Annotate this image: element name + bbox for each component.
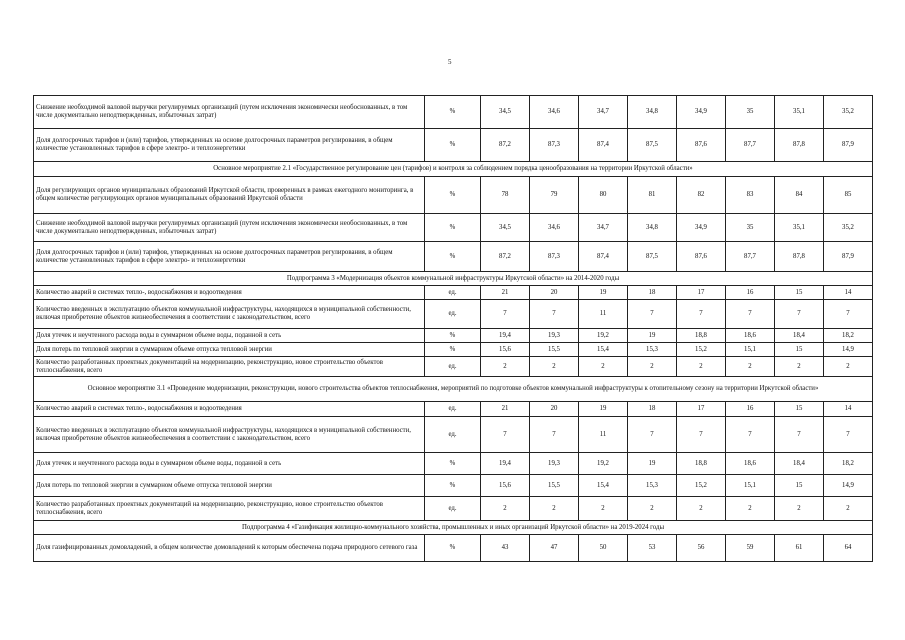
indicator-value: 17 (677, 402, 726, 417)
indicator-value: 2 (628, 357, 677, 377)
indicator-value: 11 (579, 417, 628, 453)
indicator-value: 15,3 (628, 475, 677, 497)
indicator-value: 7 (530, 300, 579, 329)
table-row (34, 300, 873, 329)
indicator-value: 87,8 (775, 242, 824, 272)
indicator-value: 7 (775, 417, 824, 453)
indicator-value: 2 (824, 357, 873, 377)
indicator-value: 14,9 (824, 475, 873, 497)
indicator-value: 15,4 (579, 475, 628, 497)
table-row (34, 343, 873, 357)
indicator-value: 2 (579, 497, 628, 521)
table-row (34, 286, 873, 300)
indicator-value: 17 (677, 286, 726, 300)
indicator-value: 35,1 (775, 96, 824, 129)
indicator-name: Доля долгосрочных тарифов и (или) тарифов, утвержденных на основе долгосрочных параметров регулирования, в общем количестве установленных тарифов в сфере электро- и теплоэнергетики (34, 242, 425, 272)
indicator-value: 35 (726, 96, 775, 129)
indicator-value: 19 (628, 329, 677, 343)
indicator-value: 87,9 (824, 129, 873, 162)
indicator-value: 87,7 (726, 242, 775, 272)
indicator-value: 87,3 (530, 129, 579, 162)
indicator-value: 15,2 (677, 475, 726, 497)
indicator-value: 34,7 (579, 96, 628, 129)
indicator-value: 82 (677, 177, 726, 214)
indicator-value: 7 (677, 300, 726, 329)
indicator-value: 87,3 (530, 242, 579, 272)
indicator-unit: % (425, 475, 481, 497)
section-title: Подпрограмма 4 «Газификация жилищно-коммунального хозяйства, промышленных и иных организаций Иркутской области» на 2019-2024 годы (34, 521, 873, 535)
table-row (34, 96, 873, 129)
indicator-value: 34,8 (628, 96, 677, 129)
indicator-value: 19,4 (481, 329, 530, 343)
indicator-value: 18,2 (824, 329, 873, 343)
section-header-row (34, 162, 873, 177)
indicator-unit: % (425, 242, 481, 272)
indicator-value: 21 (481, 402, 530, 417)
table-row (34, 214, 873, 242)
indicator-value: 35,1 (775, 214, 824, 242)
indicator-value: 78 (481, 177, 530, 214)
indicator-value: 19,2 (579, 453, 628, 475)
table-row (34, 129, 873, 162)
indicator-unit: ед. (425, 497, 481, 521)
indicator-value: 81 (628, 177, 677, 214)
indicator-unit: ед. (425, 402, 481, 417)
indicators-table (33, 95, 873, 562)
indicator-value: 15,6 (481, 475, 530, 497)
indicator-value: 47 (530, 535, 579, 562)
indicator-unit: % (425, 177, 481, 214)
indicator-value: 15,3 (628, 343, 677, 357)
indicator-value: 2 (628, 497, 677, 521)
indicator-value: 34,5 (481, 214, 530, 242)
indicator-value: 7 (481, 300, 530, 329)
indicator-value: 7 (530, 417, 579, 453)
indicator-value: 19 (579, 402, 628, 417)
section-header-row (34, 377, 873, 402)
indicator-value: 2 (677, 357, 726, 377)
indicator-value: 56 (677, 535, 726, 562)
indicator-name: Количество аварий в системах тепло-, водоснабжения и водоотведения (34, 402, 425, 417)
indicator-value: 80 (579, 177, 628, 214)
indicator-value: 7 (677, 417, 726, 453)
indicator-value: 34,7 (579, 214, 628, 242)
indicator-value: 50 (579, 535, 628, 562)
indicator-value: 2 (481, 497, 530, 521)
indicator-value: 15 (775, 402, 824, 417)
indicator-value: 11 (579, 300, 628, 329)
indicator-value: 15,2 (677, 343, 726, 357)
indicator-value: 7 (628, 300, 677, 329)
indicator-value: 19,4 (481, 453, 530, 475)
indicator-value: 14 (824, 402, 873, 417)
indicator-name: Доля газифицированных домовладений, в общем количестве домовладений к которым обеспечена подача природного сетевого газа (34, 535, 425, 562)
indicator-unit: % (425, 329, 481, 343)
indicator-name: Количество разработанных проектных документаций на модернизацию, реконструкцию, новое строительство объектов теплоснабжения, всего (34, 357, 425, 377)
indicator-value: 87,5 (628, 129, 677, 162)
indicator-value: 18,4 (775, 453, 824, 475)
indicator-unit: ед. (425, 300, 481, 329)
indicator-name: Снижение необходимой валовой выручки регулируемых организаций (путем исключения экономически необоснованных, в том числе документально неподтвержденных, избыточных затрат) (34, 214, 425, 242)
indicator-unit: % (425, 343, 481, 357)
indicator-unit: ед. (425, 417, 481, 453)
indicator-value: 2 (530, 357, 579, 377)
table-row (34, 177, 873, 214)
indicator-value: 7 (726, 417, 775, 453)
indicator-value: 87,4 (579, 129, 628, 162)
section-title: Основное мероприятие 2.1 «Государственное регулирование цен (тарифов) и контроля за соблюдением порядка ценообразования на территории Иркутской области» (34, 162, 873, 177)
indicator-value: 2 (530, 497, 579, 521)
indicator-value: 15,1 (726, 343, 775, 357)
indicator-value: 2 (726, 357, 775, 377)
indicator-value: 15 (775, 286, 824, 300)
indicator-unit: ед. (425, 286, 481, 300)
indicator-value: 15,4 (579, 343, 628, 357)
indicator-value: 2 (824, 497, 873, 521)
indicator-value: 7 (481, 417, 530, 453)
indicator-name: Количество введенных в эксплуатацию объектов коммунальной инфраструктуры, находящихся в муниципальной собственности, включая приобретение объектов жизнеобеспечения в соответствии с законодательством, всего (34, 417, 425, 453)
indicator-value: 19,2 (579, 329, 628, 343)
table-row (34, 242, 873, 272)
indicator-name: Количество введенных в эксплуатацию объектов коммунальной инфраструктуры, находящихся в муниципальной собственности, включая приобретение объектов жизнеобеспечения в соответствии с законодательством, всего (34, 300, 425, 329)
table-row (34, 357, 873, 377)
indicator-value: 2 (775, 497, 824, 521)
indicator-value: 87,5 (628, 242, 677, 272)
table-row (34, 329, 873, 343)
indicator-value: 15,5 (530, 343, 579, 357)
indicator-value: 87,7 (726, 129, 775, 162)
indicator-value: 87,8 (775, 129, 824, 162)
indicator-value: 19 (579, 286, 628, 300)
indicator-name: Доля потерь по тепловой энергии в суммарном объеме отпуска тепловой энергии (34, 343, 425, 357)
indicator-name: Доля регулирующих органов муниципальных образований Иркутской области, проверенных в рамках ежегодного мониторинга, в общем количестве регулирующих органов муниципальных образований Иркутской области (34, 177, 425, 214)
indicator-value: 53 (628, 535, 677, 562)
section-title: Подпрограмма 3 «Модернизация объектов коммунальной инфраструктуры Иркутской области» на 2014-2020 годы (34, 272, 873, 286)
indicator-value: 19,3 (530, 329, 579, 343)
table-row (34, 535, 873, 562)
indicator-value: 84 (775, 177, 824, 214)
indicator-value: 2 (579, 357, 628, 377)
section-header-row (34, 272, 873, 286)
indicator-value: 64 (824, 535, 873, 562)
indicator-value: 35 (726, 214, 775, 242)
section-header-row (34, 521, 873, 535)
table-row (34, 417, 873, 453)
indicator-value: 7 (726, 300, 775, 329)
indicator-value: 15,6 (481, 343, 530, 357)
indicator-name: Количество разработанных проектных документаций на модернизацию, реконструкцию, новое строительство объектов теплоснабжения, всего (34, 497, 425, 521)
indicator-value: 16 (726, 286, 775, 300)
indicator-value: 20 (530, 286, 579, 300)
indicator-value: 7 (628, 417, 677, 453)
indicator-value: 61 (775, 535, 824, 562)
indicator-value: 2 (726, 497, 775, 521)
table-row (34, 475, 873, 497)
table-row (34, 402, 873, 417)
indicator-value: 18,8 (677, 329, 726, 343)
indicator-value: 16 (726, 402, 775, 417)
indicator-value: 19,3 (530, 453, 579, 475)
indicator-value: 43 (481, 535, 530, 562)
indicator-value: 20 (530, 402, 579, 417)
indicator-value: 87,2 (481, 242, 530, 272)
indicator-value: 85 (824, 177, 873, 214)
indicator-value: 15 (775, 343, 824, 357)
indicator-value: 87,2 (481, 129, 530, 162)
section-title: Основное мероприятие 3.1 «Проведение модернизации, реконструкции, нового строительства объектов теплоснабжения, мероприятий по подготовке объектов коммунальной инфраструктуры к отопительному сезону на территории Иркутской области» (34, 377, 873, 402)
table-row (34, 453, 873, 475)
indicator-unit: % (425, 214, 481, 242)
indicator-value: 2 (775, 357, 824, 377)
indicator-value: 34,6 (530, 96, 579, 129)
indicator-name: Снижение необходимой валовой выручки регулируемых организаций (путем исключения экономически необоснованных, в том числе документально неподтвержденных, избыточных затрат) (34, 96, 425, 129)
indicator-unit: ед. (425, 357, 481, 377)
indicator-unit: % (425, 535, 481, 562)
indicator-value: 7 (824, 300, 873, 329)
indicator-value: 18 (628, 402, 677, 417)
indicator-value: 34,8 (628, 214, 677, 242)
indicator-unit: % (425, 453, 481, 475)
indicator-value: 15,5 (530, 475, 579, 497)
indicator-value: 59 (726, 535, 775, 562)
indicator-value: 14 (824, 286, 873, 300)
indicator-unit: % (425, 129, 481, 162)
indicator-value: 87,9 (824, 242, 873, 272)
indicator-value: 7 (775, 300, 824, 329)
indicator-value: 14,9 (824, 343, 873, 357)
indicator-value: 34,9 (677, 96, 726, 129)
indicator-value: 7 (824, 417, 873, 453)
indicator-value: 2 (677, 497, 726, 521)
indicator-value: 18,2 (824, 453, 873, 475)
indicator-value: 34,9 (677, 214, 726, 242)
indicator-name: Доля утечек и неучтенного расхода воды в суммарном объеме воды, поданной в сеть (34, 453, 425, 475)
indicator-value: 15 (775, 475, 824, 497)
indicator-value: 87,6 (677, 129, 726, 162)
indicator-value: 18 (628, 286, 677, 300)
indicator-unit: % (425, 96, 481, 129)
indicator-value: 87,4 (579, 242, 628, 272)
indicator-value: 21 (481, 286, 530, 300)
indicator-value: 34,6 (530, 214, 579, 242)
indicator-value: 18,8 (677, 453, 726, 475)
indicator-value: 18,6 (726, 453, 775, 475)
indicator-value: 18,4 (775, 329, 824, 343)
indicator-value: 15,1 (726, 475, 775, 497)
indicator-name: Доля утечек и неучтенного расхода воды в суммарном объеме воды, поданной в сеть (34, 329, 425, 343)
indicator-value: 35,2 (824, 214, 873, 242)
indicator-value: 35,2 (824, 96, 873, 129)
indicator-value: 79 (530, 177, 579, 214)
page-number: 5 (448, 58, 452, 66)
indicator-name: Доля потерь по тепловой энергии в суммарном объеме отпуска тепловой энергии (34, 475, 425, 497)
indicator-value: 87,6 (677, 242, 726, 272)
indicator-value: 18,6 (726, 329, 775, 343)
indicator-value: 2 (481, 357, 530, 377)
indicator-value: 19 (628, 453, 677, 475)
indicator-name: Количество аварий в системах тепло-, водоснабжения и водоотведения (34, 286, 425, 300)
indicator-value: 34,5 (481, 96, 530, 129)
indicator-value: 83 (726, 177, 775, 214)
table-row (34, 497, 873, 521)
table-body (34, 96, 873, 562)
indicator-name: Доля долгосрочных тарифов и (или) тарифов, утвержденных на основе долгосрочных параметров регулирования, в общем количестве установленных тарифов в сфере электро- и теплоэнергетики (34, 129, 425, 162)
